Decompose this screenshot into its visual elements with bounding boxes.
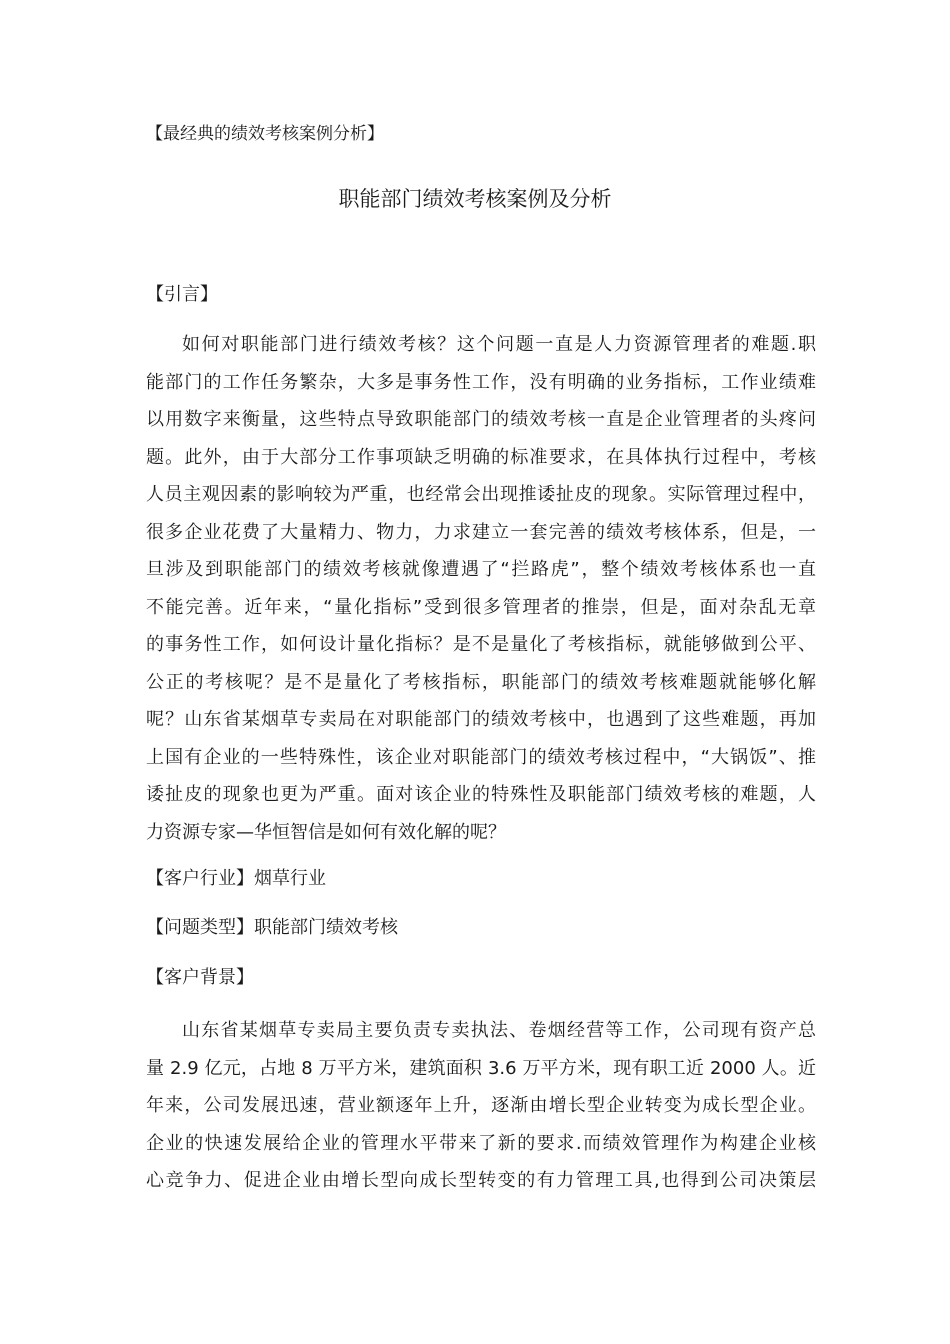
problem-type-line: 【问题类型】职能部门绩效考核 (146, 917, 398, 938)
paragraph-line: 企业的快速发展给企业的管理水平带来了新的要求.而绩效管理作为构建企业核 (146, 1132, 816, 1154)
intro-paragraph (146, 326, 816, 851)
paragraph-line: 年来，公司发展迅速，营业额逐年上升，逐渐由增长型企业转变为成长型企业。 (146, 1095, 816, 1116)
paragraph-line: 上国有企业的一些特殊性，该企业对职能部门的绩效考核过程中，“大锅饭”、推 (146, 746, 816, 768)
document-title: 职能部门绩效考核案例及分析 (338, 187, 612, 211)
paragraph-line: 人员主观因素的影响较为严重，也经常会出现推诿扯皮的现象。实际管理过程中， (146, 484, 816, 505)
paragraph-line: 山东省某烟草专卖局主要负责专卖执法、卷烟经营等工作，公司现有资产总 (182, 1020, 816, 1041)
background-label: 【客户背景】 (146, 967, 254, 988)
paragraph-line: 以用数字来衡量，这些特点导致职能部门的绩效考核一直是企业管理者的头疼问 (146, 409, 816, 430)
paragraph-line: 不能完善。近年来，“量化指标”受到很多管理者的推崇，但是，面对杂乱无章 (146, 596, 816, 618)
top-heading: 【最经典的绩效考核案例分析】 (146, 124, 384, 144)
intro-label: 【引言】 (146, 284, 218, 305)
paragraph-line: 量 2.9 亿元，占地 8 万平方米，建筑面积 3.6 万平方米，现有职工近 2000 人。近 (146, 1057, 816, 1079)
paragraph-line: 力资源专家—华恒智信是如何有效化解的呢？ (146, 821, 506, 843)
paragraph-line: 如何对职能部门进行绩效考核？这个问题一直是人力资源管理者的难题.职 (182, 334, 816, 355)
paragraph-line: 心竞争力、促进企业由增长型向成长型转变的有力管理工具,也得到公司决策层 (146, 1170, 816, 1191)
paragraph-line: 能部门的工作任务繁杂，大多是事务性工作，没有明确的业务指标，工作业绩难 (146, 371, 816, 393)
industry-line: 【客户行业】烟草行业 (146, 868, 326, 889)
paragraph-line: 公正的考核呢？是不是量化了考核指标，职能部门的绩效考核难题就能够化解 (146, 671, 816, 693)
paragraph-line: 呢？山东省某烟草专卖局在对职能部门的绩效考核中，也遇到了这些难题，再加 (146, 709, 816, 730)
background-paragraph (146, 1012, 816, 1200)
paragraph-line: 旦涉及到职能部门的绩效考核就像遭遇了“拦路虎”，整个绩效考核体系也一直 (146, 559, 816, 580)
paragraph-line: 的事务性工作，如何设计量化指标？是不是量化了考核指标，就能够做到公平、 (146, 634, 816, 655)
paragraph-line: 题。此外，由于大部分工作事项缺乏明确的标准要求，在具体执行过程中，考核 (146, 446, 816, 468)
paragraph-line: 很多企业花费了大量精力、物力，力求建立一套完善的绩效考核体系，但是，一 (146, 521, 816, 543)
paragraph-line: 诿扯皮的现象也更为严重。面对该企业的特殊性及职能部门绩效考核的难题，人 (146, 784, 816, 805)
